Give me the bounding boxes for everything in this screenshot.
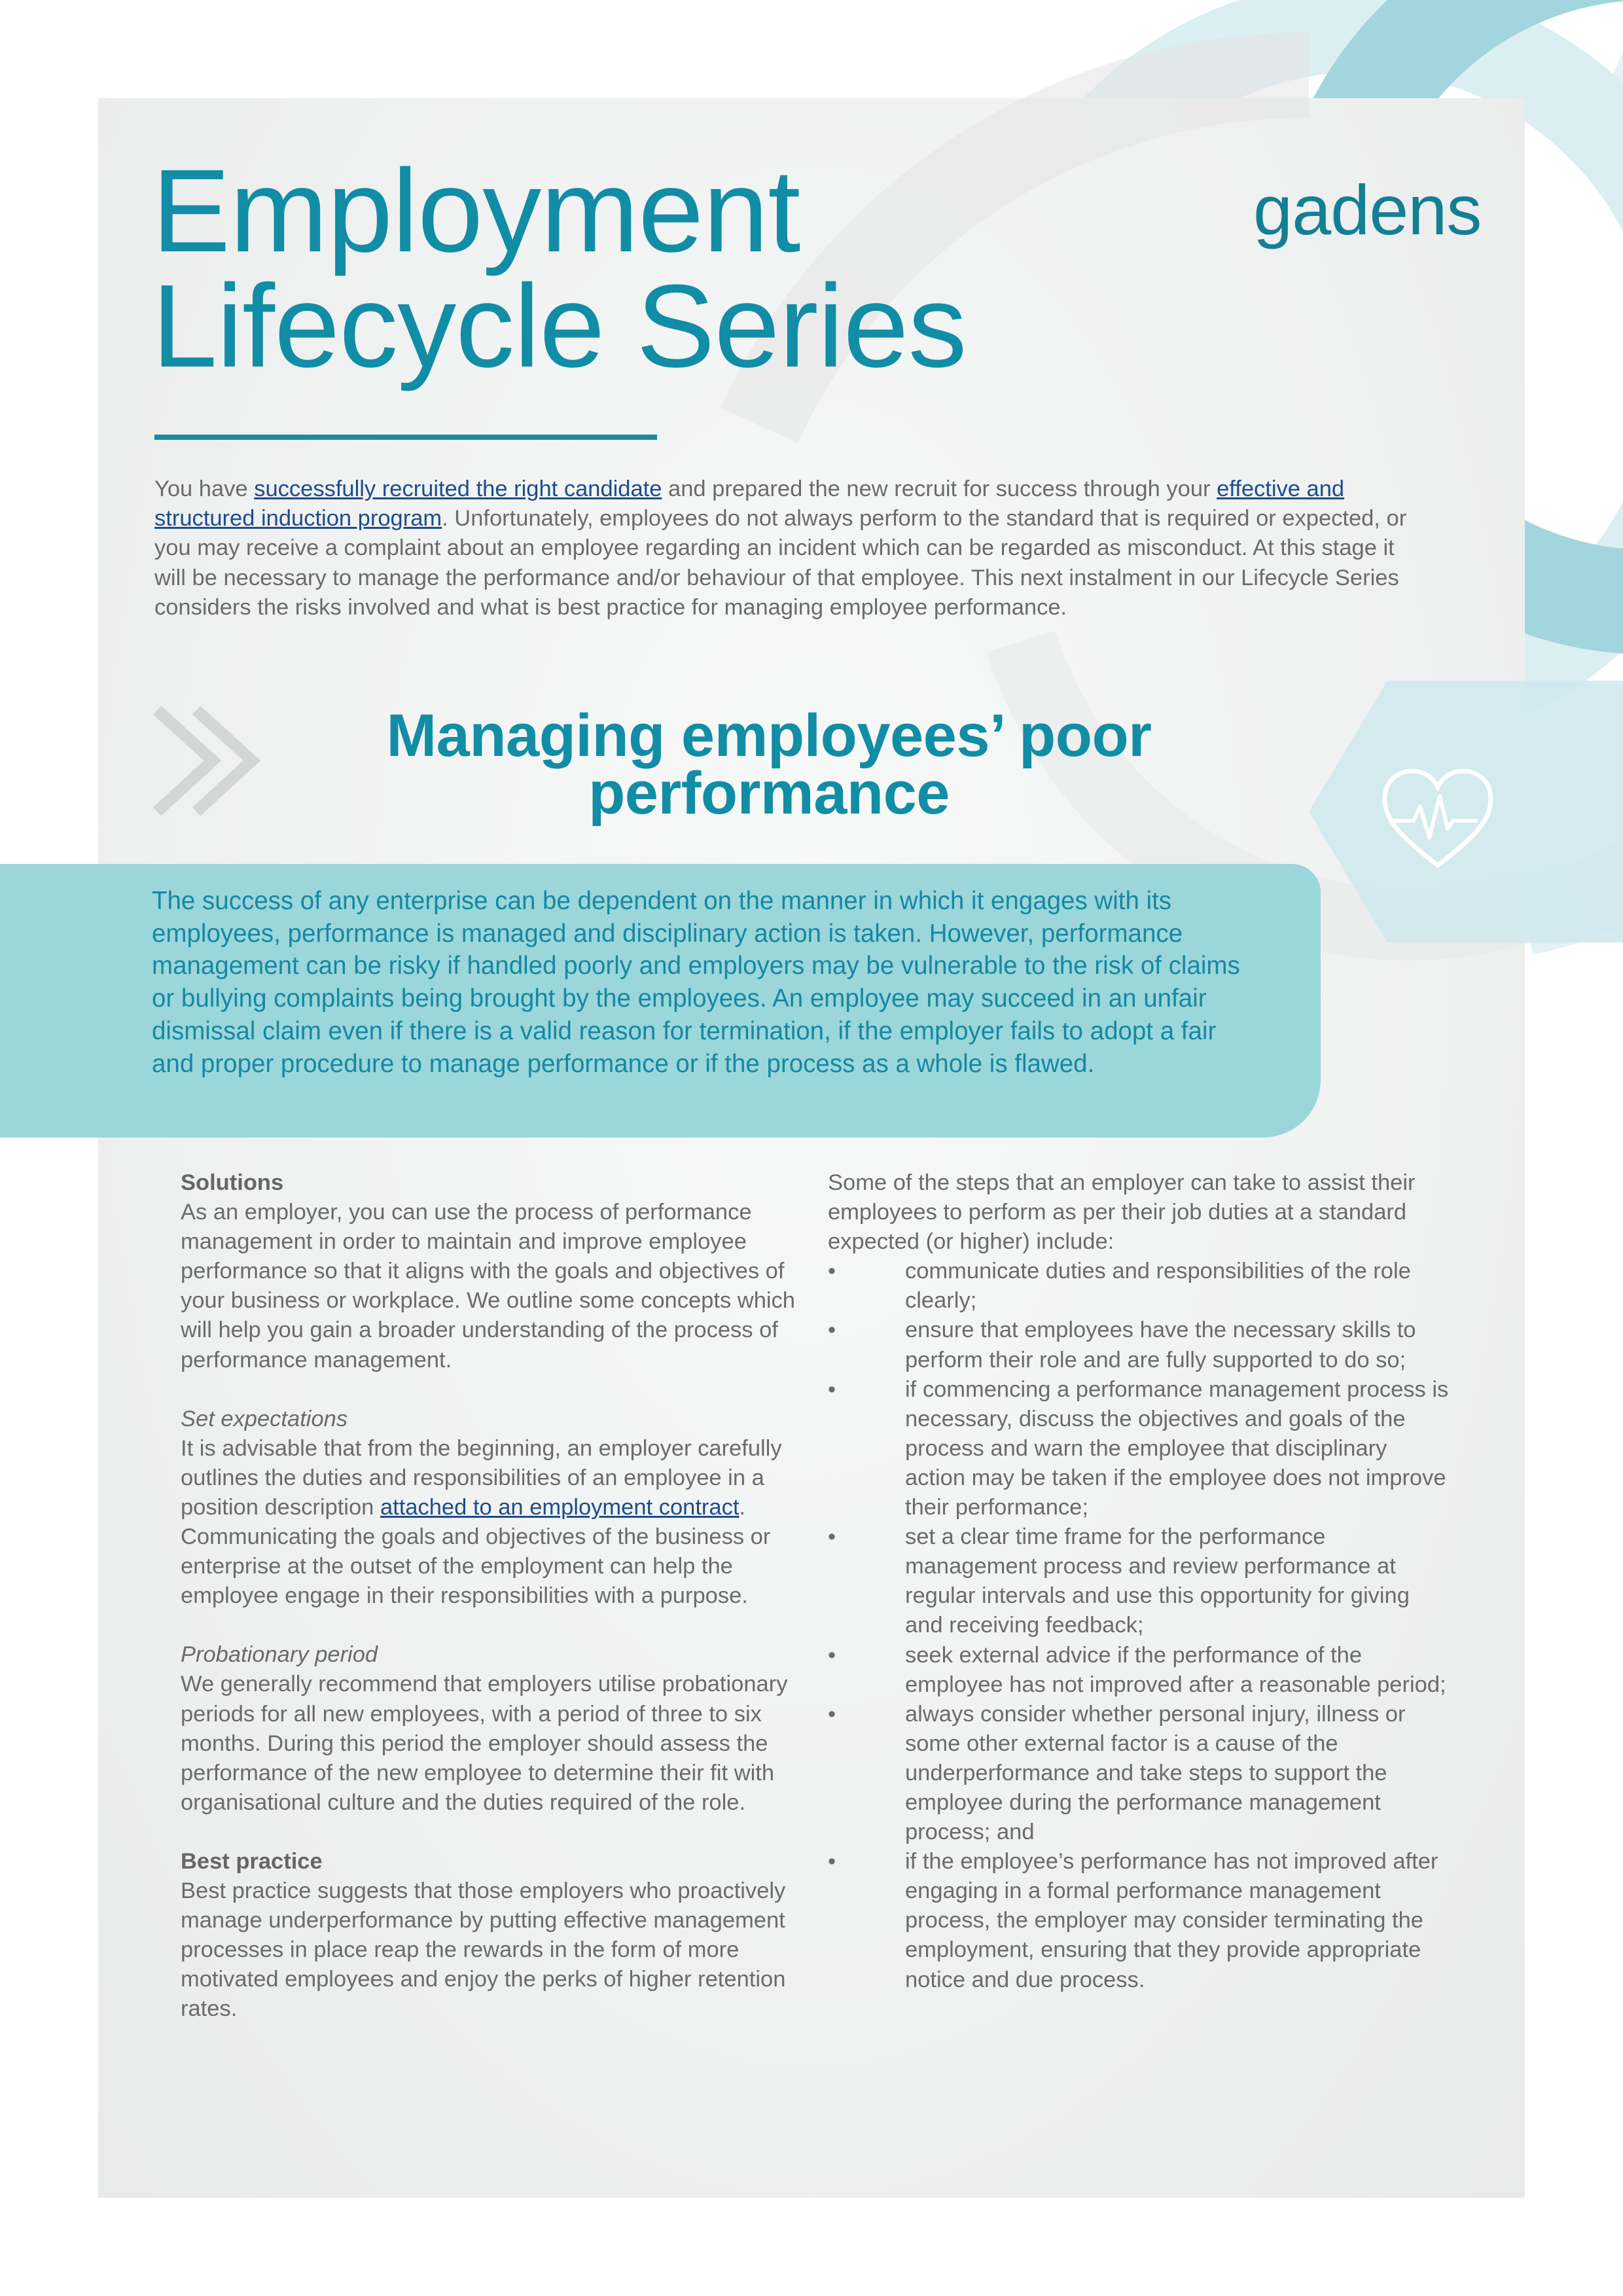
bullet-icon: • xyxy=(828,1524,836,1550)
list-item xyxy=(828,1700,1450,1847)
list-item-text: always consider whether personal injury, illness or some other external factor is a cause of the underperformance and take steps to support the employee during the performance management process; and xyxy=(905,1701,1406,1845)
probationary-period-text: We generally recommend that employers utilise probationary periods for all new employees, with a period of three to six months. During this period the employer should assess the performance of the new employee to determine their fit with organisational culture and the duties required of the role. xyxy=(181,1672,788,1815)
title-line-2: Lifecycle Series xyxy=(152,260,967,392)
double-chevron-right-icon xyxy=(151,704,262,818)
employment-contract-link[interactable]: attached to an employment contract xyxy=(380,1494,740,1520)
bullet-icon: • xyxy=(828,1318,836,1343)
list-item xyxy=(828,1316,1450,1374)
section-heading-line-2: performance xyxy=(588,760,950,827)
intro-text-3: . Unfortunately, employees do not always perform to the standard that is required or expected, or you may receive a complaint about an employee regarding an incident which can be regarded as misconduct. At this stage it will be necessary to manage the performance and/or behaviour of that employee. This next instalment in our Lifecycle Series considers the risks involved and what is best practice for managing employee performance. xyxy=(154,506,1407,620)
list-item xyxy=(828,1257,1450,1316)
title-divider xyxy=(154,435,657,440)
list-item xyxy=(828,1641,1450,1700)
right-column xyxy=(828,1168,1450,1995)
intro-paragraph xyxy=(154,475,1418,622)
bullet-icon: • xyxy=(828,1642,836,1668)
recruit-candidate-link[interactable]: successfully recruited the right candidate xyxy=(254,476,662,501)
list-item-text: communicate duties and responsibilities of the role clearly; xyxy=(905,1259,1411,1314)
expectations-text-2: . Communicating the goals and objectives of the business or enterprise at the outset of the employment can help the employee engage in their responsibilities with a purpose. xyxy=(181,1494,771,1609)
list-item xyxy=(828,1847,1450,1994)
list-item-text: if commencing a performance management process is necessary, discuss the objectives and goals of the process and warn the employee that disciplinary action may be taken if the employee does not improve their performance; xyxy=(905,1376,1449,1520)
best-practice-text: Best practice suggests that those employers who proactively manage underperformance by putting effective management processes in place reap the rewards in the form of more motivated employees and enjoy the perks of higher retention rates. xyxy=(181,1878,786,2022)
bullet-icon: • xyxy=(828,1259,836,1284)
list-item-text: if the employee’s performance has not improved after engaging in a formal performance management process, the employer may consider terminating the employment, ensuring that they provide appropriate notice and due process. xyxy=(905,1849,1438,1992)
intro-text-2: and prepared the new recruit for success through your xyxy=(662,476,1217,501)
list-item-text: set a clear time frame for the performance management process and review performance at regular intervals and use this opportunity for giving and receiving feedback; xyxy=(905,1524,1410,1638)
solutions-heading: Solutions xyxy=(181,1170,284,1195)
set-expectations-text xyxy=(181,1434,796,1611)
bullet-icon: • xyxy=(828,1849,836,1874)
solutions-text: As an employer, you can use the process of performance management in order to maintain and improve employee performance so that it aligns with the goals and objectives of your business or workplace. We outline some concepts which will help you gain a broader understanding of the process of performance management. xyxy=(181,1200,795,1372)
steps-list xyxy=(828,1257,1450,1994)
left-column xyxy=(181,1168,796,2024)
section-heading xyxy=(288,702,1250,827)
best-practice-heading: Best practice xyxy=(181,1848,323,1874)
gadens-logo: gadens xyxy=(1253,170,1482,249)
probationary-period-heading: Probationary period xyxy=(181,1642,378,1668)
steps-intro: Some of the steps that an employer can take to assist their employees to perform as per their job duties at a standard expected (or higher) include: xyxy=(828,1170,1416,1255)
page-title xyxy=(152,145,967,392)
expectations-text-1: It is advisable that from the beginning, an employer carefully outlines the duties and responsibilities of an employee in a position description xyxy=(181,1435,782,1520)
induction-program-link[interactable]: effective and structured induction program xyxy=(154,476,1345,531)
intro-text-1: You have xyxy=(154,476,255,501)
list-item-text: seek external advice if the performance of the employee has not improved after a reasonable period; xyxy=(905,1642,1446,1697)
bullet-icon: • xyxy=(828,1701,836,1727)
bullet-icon: • xyxy=(828,1376,836,1402)
list-item xyxy=(828,1375,1450,1522)
heart-pulse-icon xyxy=(1380,767,1496,873)
list-item xyxy=(828,1522,1450,1640)
highlight-text: The success of any enterprise can be dependent on the manner in which it engages with its employees, performance is managed and disciplinary action is taken. However, performance management can be risky if handled poorly and employers may be vulnerable to the risk of claims or bullying complaints being brought by the employees. An employee may succeed in an unfair dismissal claim even if there is a valid reason for termination, if the employer fails to adopt a fair and proper procedure to manage performance or if the process as a whole is flawed. xyxy=(152,887,1240,1078)
section-heading-line-1: Managing employees’ poor xyxy=(386,702,1152,769)
set-expectations-heading: Set expectations xyxy=(181,1406,348,1431)
title-line-1: Employment xyxy=(152,145,800,277)
list-item-text: ensure that employees have the necessary skills to perform their role and are fully supported to do so; xyxy=(905,1318,1416,1372)
